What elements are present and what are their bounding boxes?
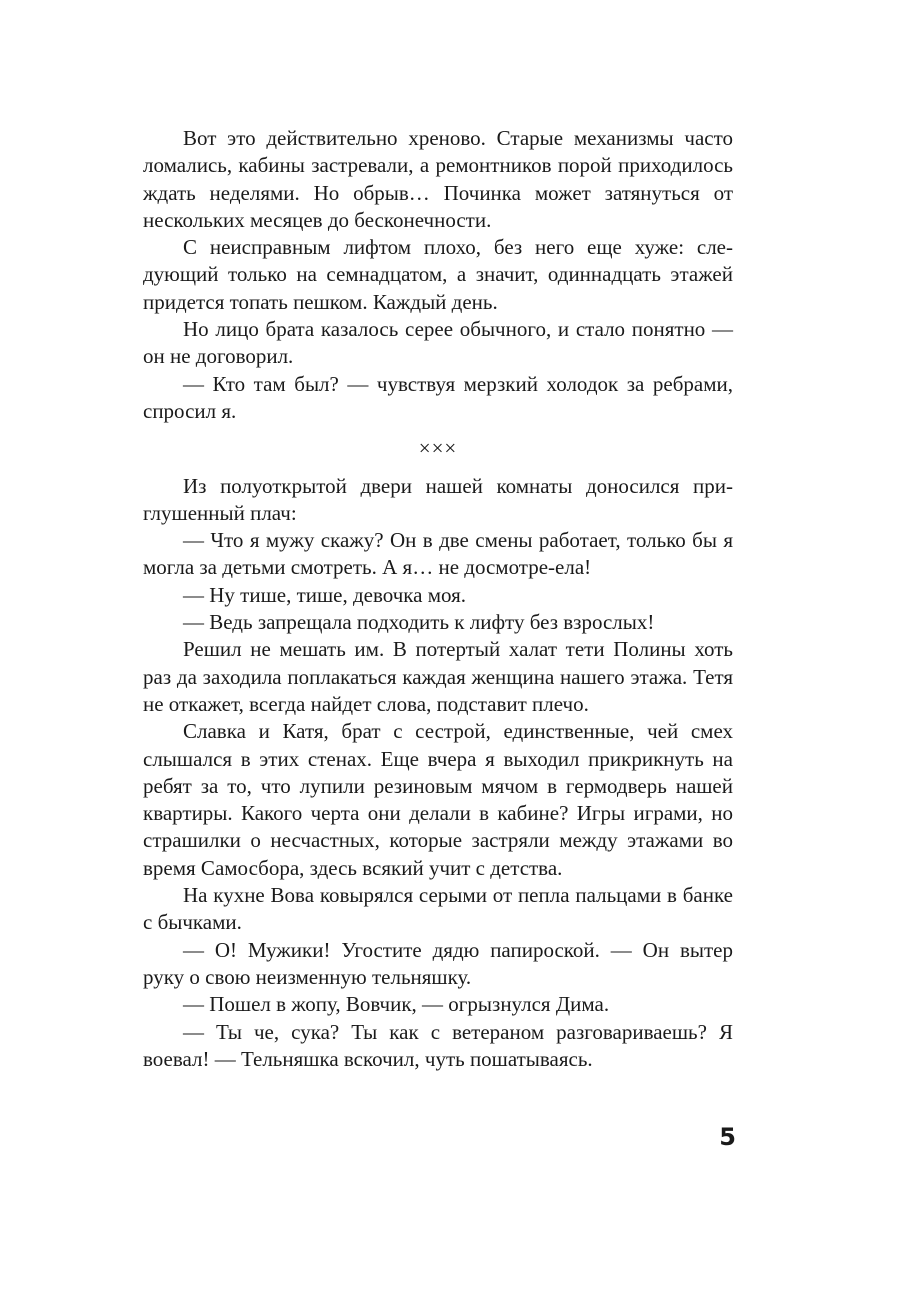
paragraph: — Пошел в жопу, Вовчик, — огрызнулся Дима. — [183, 992, 610, 1017]
section-separator: ××× — [418, 436, 458, 461]
paragraph: Славка и Катя, брат с сестрой, единственные, чей смех слышался в этих стенах. Еще вчера я выходил прикрикнуть на ребят за то, что лупили резиновым мячом в гермодверь нашей квартиры. Какого черта они делали в кабине? Игры играми, но страшилки о несчастных, которые застряли между этажами во время Самосбора, здесь всякий учит с детства. — [143, 719, 733, 880]
paragraph: Решил не мешать им. В потертый халат тети Полины хоть раз да заходила поплакаться каждая женщина нашего этажа. Тетя не откажет, всегда найдет слова, подставит плечо. — [143, 637, 733, 716]
page-number: 5 — [719, 1123, 736, 1151]
paragraph: — Что я мужу скажу? Он в две смены работает, только бы я могла за детьми смотреть. А я… не досмотре-ела! — [143, 528, 733, 580]
paragraph: Вот это действительно хреново. Старые механизмы часто ломались, кабины застревали, а ремонтников порой приходилось ждать неделями. Но обрыв… Починка может затянуться от нескольких месяцев до бесконечности. — [143, 126, 733, 232]
paragraph: — Кто там был? — чувствуя мерзкий холодок за ребрами, спросил я. — [143, 371, 733, 423]
paragraph: Из полуоткрытой двери нашей комнаты доносился приглушенный плач: — [143, 473, 733, 525]
page-body-text — [143, 125, 733, 1073]
paragraph: — О! Мужики! Угостите дядю папироской. — Он вытер руку о свою неизменную тельняшку. — [143, 937, 733, 989]
paragraph: — Ты че, сука? Ты как с ветераном разговариваешь? Я воевал! — Тельняшка вскочил, чуть пошатываясь. — [143, 1019, 733, 1071]
paragraph: — Ну тише, тише, девочка моя. — [183, 582, 467, 607]
paragraph: Но лицо брата казалось серее обычного, и стало понятно — он не договорил. — [143, 317, 733, 369]
paragraph: — Ведь запрещала подходить к лифту без взрослых! — [183, 610, 655, 635]
paragraph: На кухне Вова ковырялся серыми от пепла пальцами в банке с бычками. — [143, 883, 733, 935]
paragraph: С неисправным лифтом плохо, без него еще хуже: следующий только на семнадцатом, а значит, одиннадцать этажей придется топать пешком. Каждый день. — [143, 235, 733, 314]
